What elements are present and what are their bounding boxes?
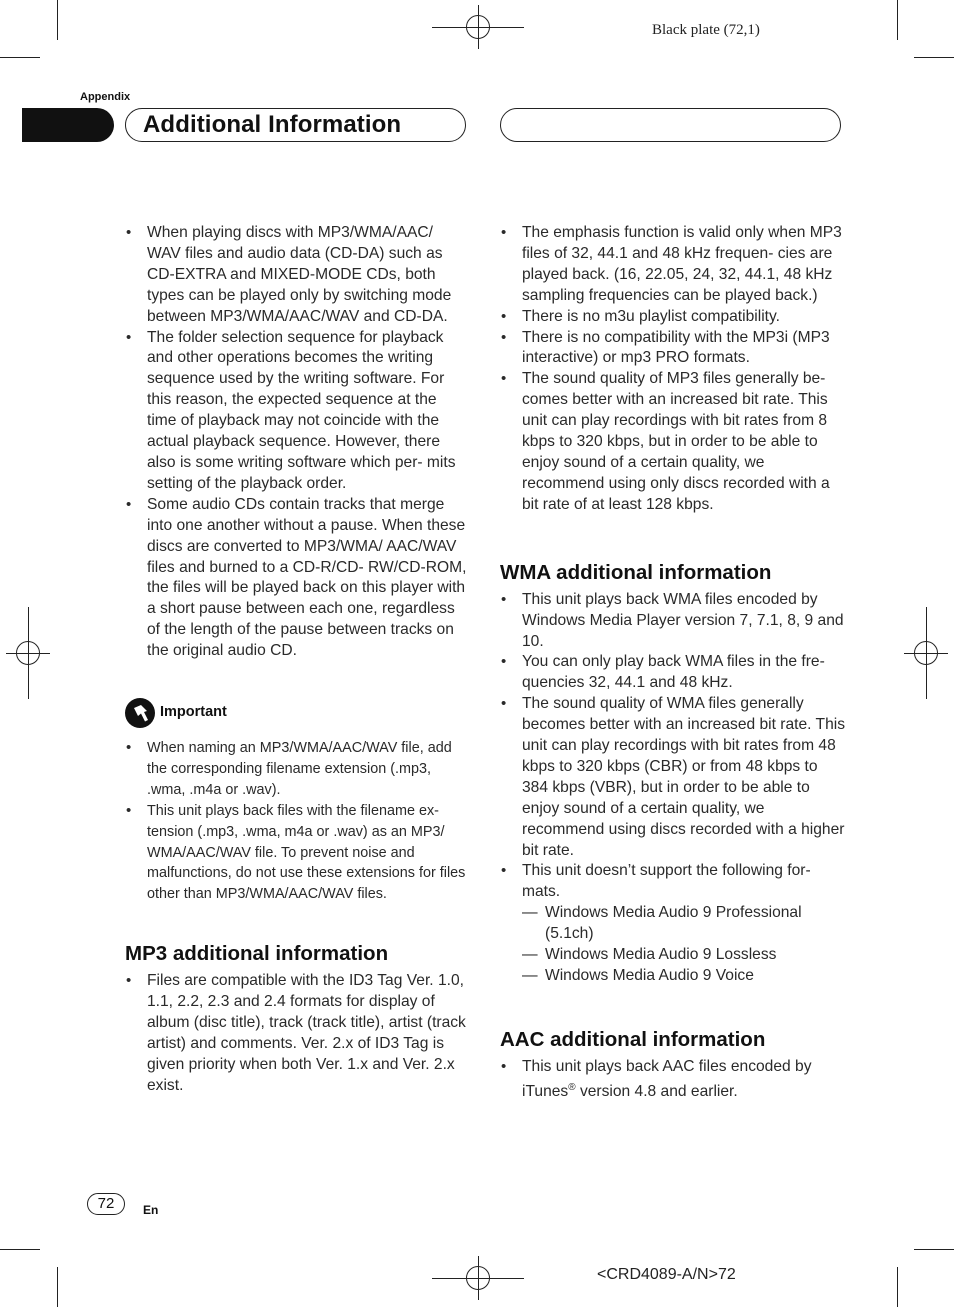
- list-item: [500, 861, 845, 986]
- registration-mark: [904, 607, 948, 699]
- list-item: • This unit plays back files with the filename ex- tension (.mp3, .wma, m4a or .wav) as an MP3/ WMA/AAC/WAV file. To prevent noise and malfunctions, do not use these extensions for files other than MP3/WMA/AAC/WAV files.: [125, 801, 470, 906]
- important-label: Important: [160, 704, 227, 721]
- mp3-heading: MP3 additional information: [125, 942, 389, 966]
- chapter-title: Additional Information: [143, 111, 402, 138]
- aac-list: [500, 1057, 845, 1103]
- mp3-list: [125, 971, 470, 1096]
- language-code: En: [143, 1203, 159, 1217]
- list-item: — Windows Media Audio 9 Lossless: [522, 945, 845, 966]
- empty-title-box: [500, 108, 841, 142]
- list-item: • You can only play back WMA files in the fre- quencies 32, 44.1 and 48 kHz.: [500, 652, 845, 694]
- registration-mark: [6, 607, 50, 699]
- important-list: [125, 738, 470, 905]
- mp3-list-continued: [500, 223, 845, 516]
- crop-mark: [897, 1267, 898, 1307]
- aac-text-end: version 4.8 and earlier.: [575, 1083, 738, 1100]
- aac-text-start: This unit plays back AAC files encoded by iTunes: [522, 1057, 812, 1100]
- crop-mark: [57, 1267, 58, 1307]
- crop-mark: [914, 1249, 954, 1250]
- list-item: [500, 1057, 845, 1103]
- list-item: • Files are compatible with the ID3 Tag Ver. 1.0, 1.1, 2.2, 2.3 and 2.4 formats for display of album (disc title), track (track title), artist (track artist) and comments. Ver. 2.x of ID3 Tag is given priority when both Ver. 1.x and Ver. 2.x exist.: [125, 971, 470, 1096]
- list-item: — Windows Media Audio 9 Voice: [522, 966, 845, 987]
- left-column: [125, 223, 470, 1097]
- header-tab-bar: [22, 108, 114, 142]
- list-item: • The folder selection sequence for playback and other operations becomes the writing sequence used by the writing software. For this reason, the expected sequence at the time of playback may not coincide with the actual playback sequence. However, there also is some writing software which per- mits setting of the playback order.: [125, 328, 470, 495]
- hand-point-icon: [125, 698, 155, 728]
- wma-list: [500, 590, 845, 987]
- list-item: • There is no compatibility with the MP3i (MP3 interactive) or mp3 PRO formats.: [500, 328, 845, 370]
- aac-heading: AAC additional information: [500, 1027, 766, 1051]
- registration-mark: [432, 1256, 524, 1300]
- important-block: [125, 698, 470, 728]
- crop-mark: [0, 1249, 40, 1250]
- list-item: • When playing discs with MP3/WMA/AAC/ WAV files and audio data (CD-DA) such as CD-EXTRA and MIXED-MODE CDs, both types can be played only by switching mode between MP3/WMA/AAC/WAV and CD-DA.: [125, 223, 470, 328]
- registered-mark: ®: [568, 1081, 576, 1093]
- chapter-title-box: [125, 108, 466, 142]
- list-item: — Windows Media Audio 9 Professional (5.1ch): [522, 903, 845, 945]
- crop-mark: [0, 57, 40, 58]
- crop-mark: [914, 57, 954, 58]
- list-item: • When naming an MP3/WMA/AAC/WAV file, add the corresponding filename extension (.mp3, .wma, .m4a or .wav).: [125, 738, 470, 801]
- crop-mark: [897, 0, 898, 40]
- wma-heading: WMA additional information: [500, 560, 772, 584]
- list-item: • The sound quality of MP3 files generally be- comes better with an increased bit rate. This unit can play recordings with bit rates from 8 kbps to 320 kbps, but in order to be able to enjoy sound of a certain quality, we recommend using only discs recorded with a bit rate of at least 128 kbps.: [500, 369, 845, 515]
- intro-list: [125, 223, 470, 662]
- section-label: Appendix: [80, 91, 131, 103]
- list-item: • The emphasis function is valid only when MP3 files of 32, 44.1 and 48 kHz frequen- cies are played back. (16, 22.05, 24, 32, 44.1, 48 kHz sampling frequencies can be played back.): [500, 223, 845, 307]
- registration-mark: [432, 5, 524, 49]
- list-item: • This unit plays back WMA files encoded by Windows Media Player version 7, 7.1, 8, 9 and 10.: [500, 590, 845, 653]
- plate-label: Black plate (72,1): [652, 22, 760, 38]
- list-item: • There is no m3u playlist compatibility.: [500, 307, 845, 328]
- document-code: <CRD4089-A/N>72: [597, 1266, 736, 1283]
- right-column: [500, 223, 845, 1103]
- page-number: 72: [87, 1193, 125, 1215]
- list-item: • Some audio CDs contain tracks that merge into one another without a pause. When these discs are converted to MP3/WMA/ AAC/WAV files and burned to a CD-R/CD- RW/CD-ROM, the files will be played back on this player with a short pause between each one, regardless of the length of the pause between tracks on the original audio CD.: [125, 495, 470, 662]
- unsupported-formats-list: [522, 903, 845, 987]
- list-item-text: This unit doesn’t support the following for- mats.: [522, 862, 811, 901]
- list-item: • The sound quality of WMA files generally becomes better with an increased bit rate. This unit can play recordings with bit rates from 48 kbps to 320 kbps (CBR) or from 48 kbps to 384 kbps (VBR), but in order to be able to enjoy sound of a certain quality, we recommend using discs recorded with a higher bit rate.: [500, 694, 845, 861]
- crop-mark: [57, 0, 58, 40]
